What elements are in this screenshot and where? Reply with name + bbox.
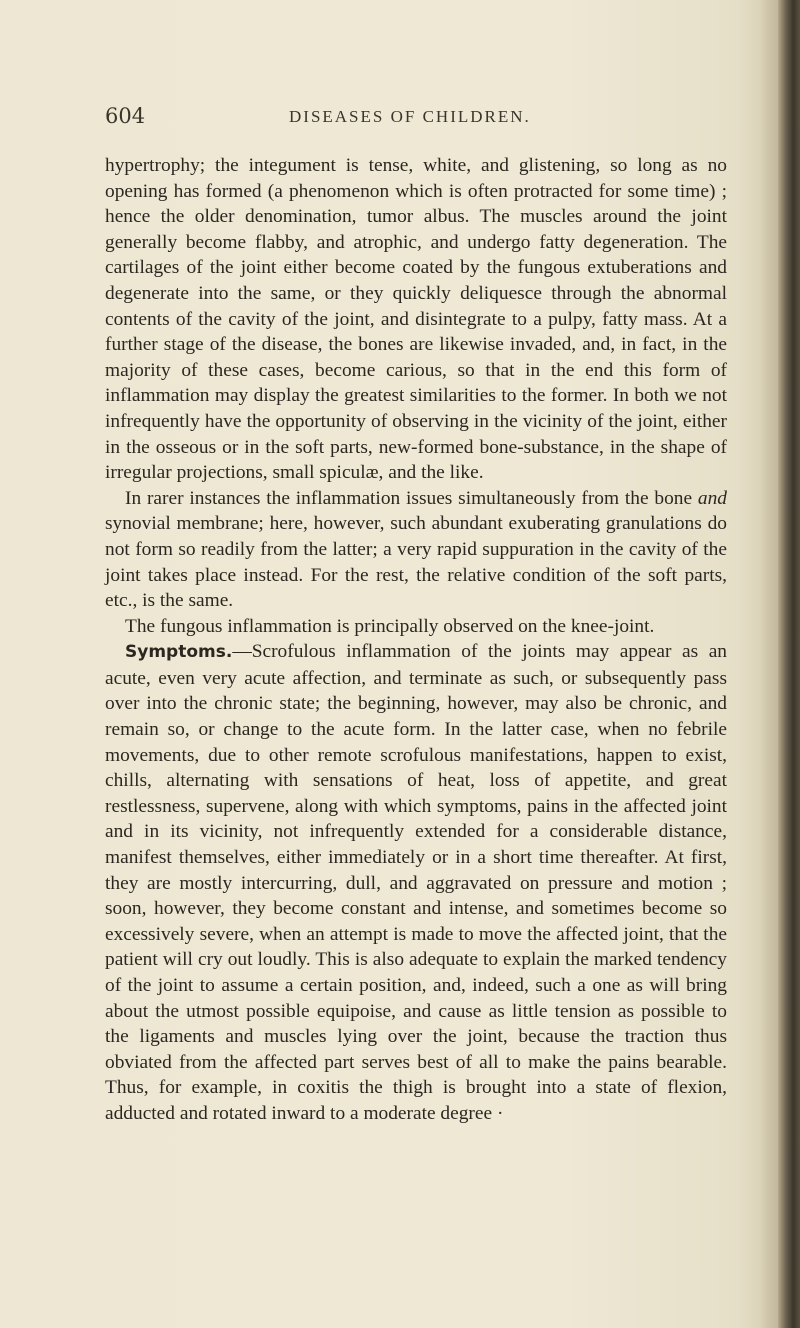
paragraph-4	[105, 639, 727, 1126]
paragraph-2	[105, 486, 727, 614]
section-heading-symptoms: Symptoms.	[125, 642, 233, 663]
body-text	[105, 153, 727, 1127]
page-header	[105, 104, 725, 134]
paragraph-2-emphasis: and	[697, 487, 727, 509]
binding-shadow	[760, 0, 778, 1328]
paragraph-4-text: —Scrofulous inflammation of the joints may appear as an acute, even very acute affection, and terminate as such, or subsequently pass over into the chronic state; the beginning, however, may also be chronic, and remain so, or change to the acute form. In the latter case, when no febrile movements, due to other remote scrofulous manifestations, happen to exist, chills, alternating with sensations of heat, loss of appetite, and great restlessness, supervene, along with which symptoms, pains in the affected joint and in its vicinity, not infrequently extended for a considerable distance, manifest themselves, either immediately or in a short time thereafter. At first, they are mostly intercurring, dull, and aggravated on pressure and motion ; soon, however, they become constant and intense, and sometimes become so excessively severe, when an attempt is made to move the affected joint, that the patient will cry out loudly. This is also adequate to explain the marked tendency of the joint to assume a certain position, and, indeed, such a one as will bring about the utmost possible equipoise, and cause as little tension as possible to the ligaments and muscles lying over the joint, because the traction thus obviated from the affected part serves best of all to make the pains bearable. Thus, for example, in coxitis the thigh is brought into a state of flexion, adducted and rotated inward to a moderate degree ·	[105, 641, 727, 1124]
page-number: 604	[105, 104, 146, 128]
paragraph-1: hypertrophy; the integument is tense, white, and glistening, so long as no opening has formed (a phenomenon which is often protracted for some time) ; hence the older denomination, tumor albus. The muscles around the joint generally become flabby, and atrophic, and undergo fatty degeneration. The cartilages of the joint either become coated by the fungous extuberations and degenerate into the same, or they quickly deliquesce through the abnormal contents of the cavity of the joint, and disintegrate to a pulpy, fatty mass. At a further stage of the disease, the bones are likewise invaded, and, in fact, in the majority of these cases, become carious, so that in the end this form of inflammation may display the greatest similarities to the former. In both we not infrequently have the opportunity of observing in the vicinity of the joint, either in the osseous or in the soft parts, new-formed bone-substance, in the shape of irregular projections, small spiculæ, and the like.	[105, 155, 727, 484]
page-edge	[778, 0, 800, 1328]
paragraph-2-text-a: In rarer instances the inflammation issues simultaneously from the bone	[125, 487, 698, 509]
paragraph-2-text-b: synovial membrane; here, however, such abundant exuberating granulations do not form so readily from the latter; a very rapid suppuration in the cavity of the joint takes place instead. For the rest, the relative condition of the soft parts, etc., is the same.	[105, 513, 727, 612]
paragraph-3: The fungous inflammation is principally observed on the knee-joint.	[125, 615, 655, 637]
running-head: DISEASES OF CHILDREN.	[289, 107, 531, 126]
